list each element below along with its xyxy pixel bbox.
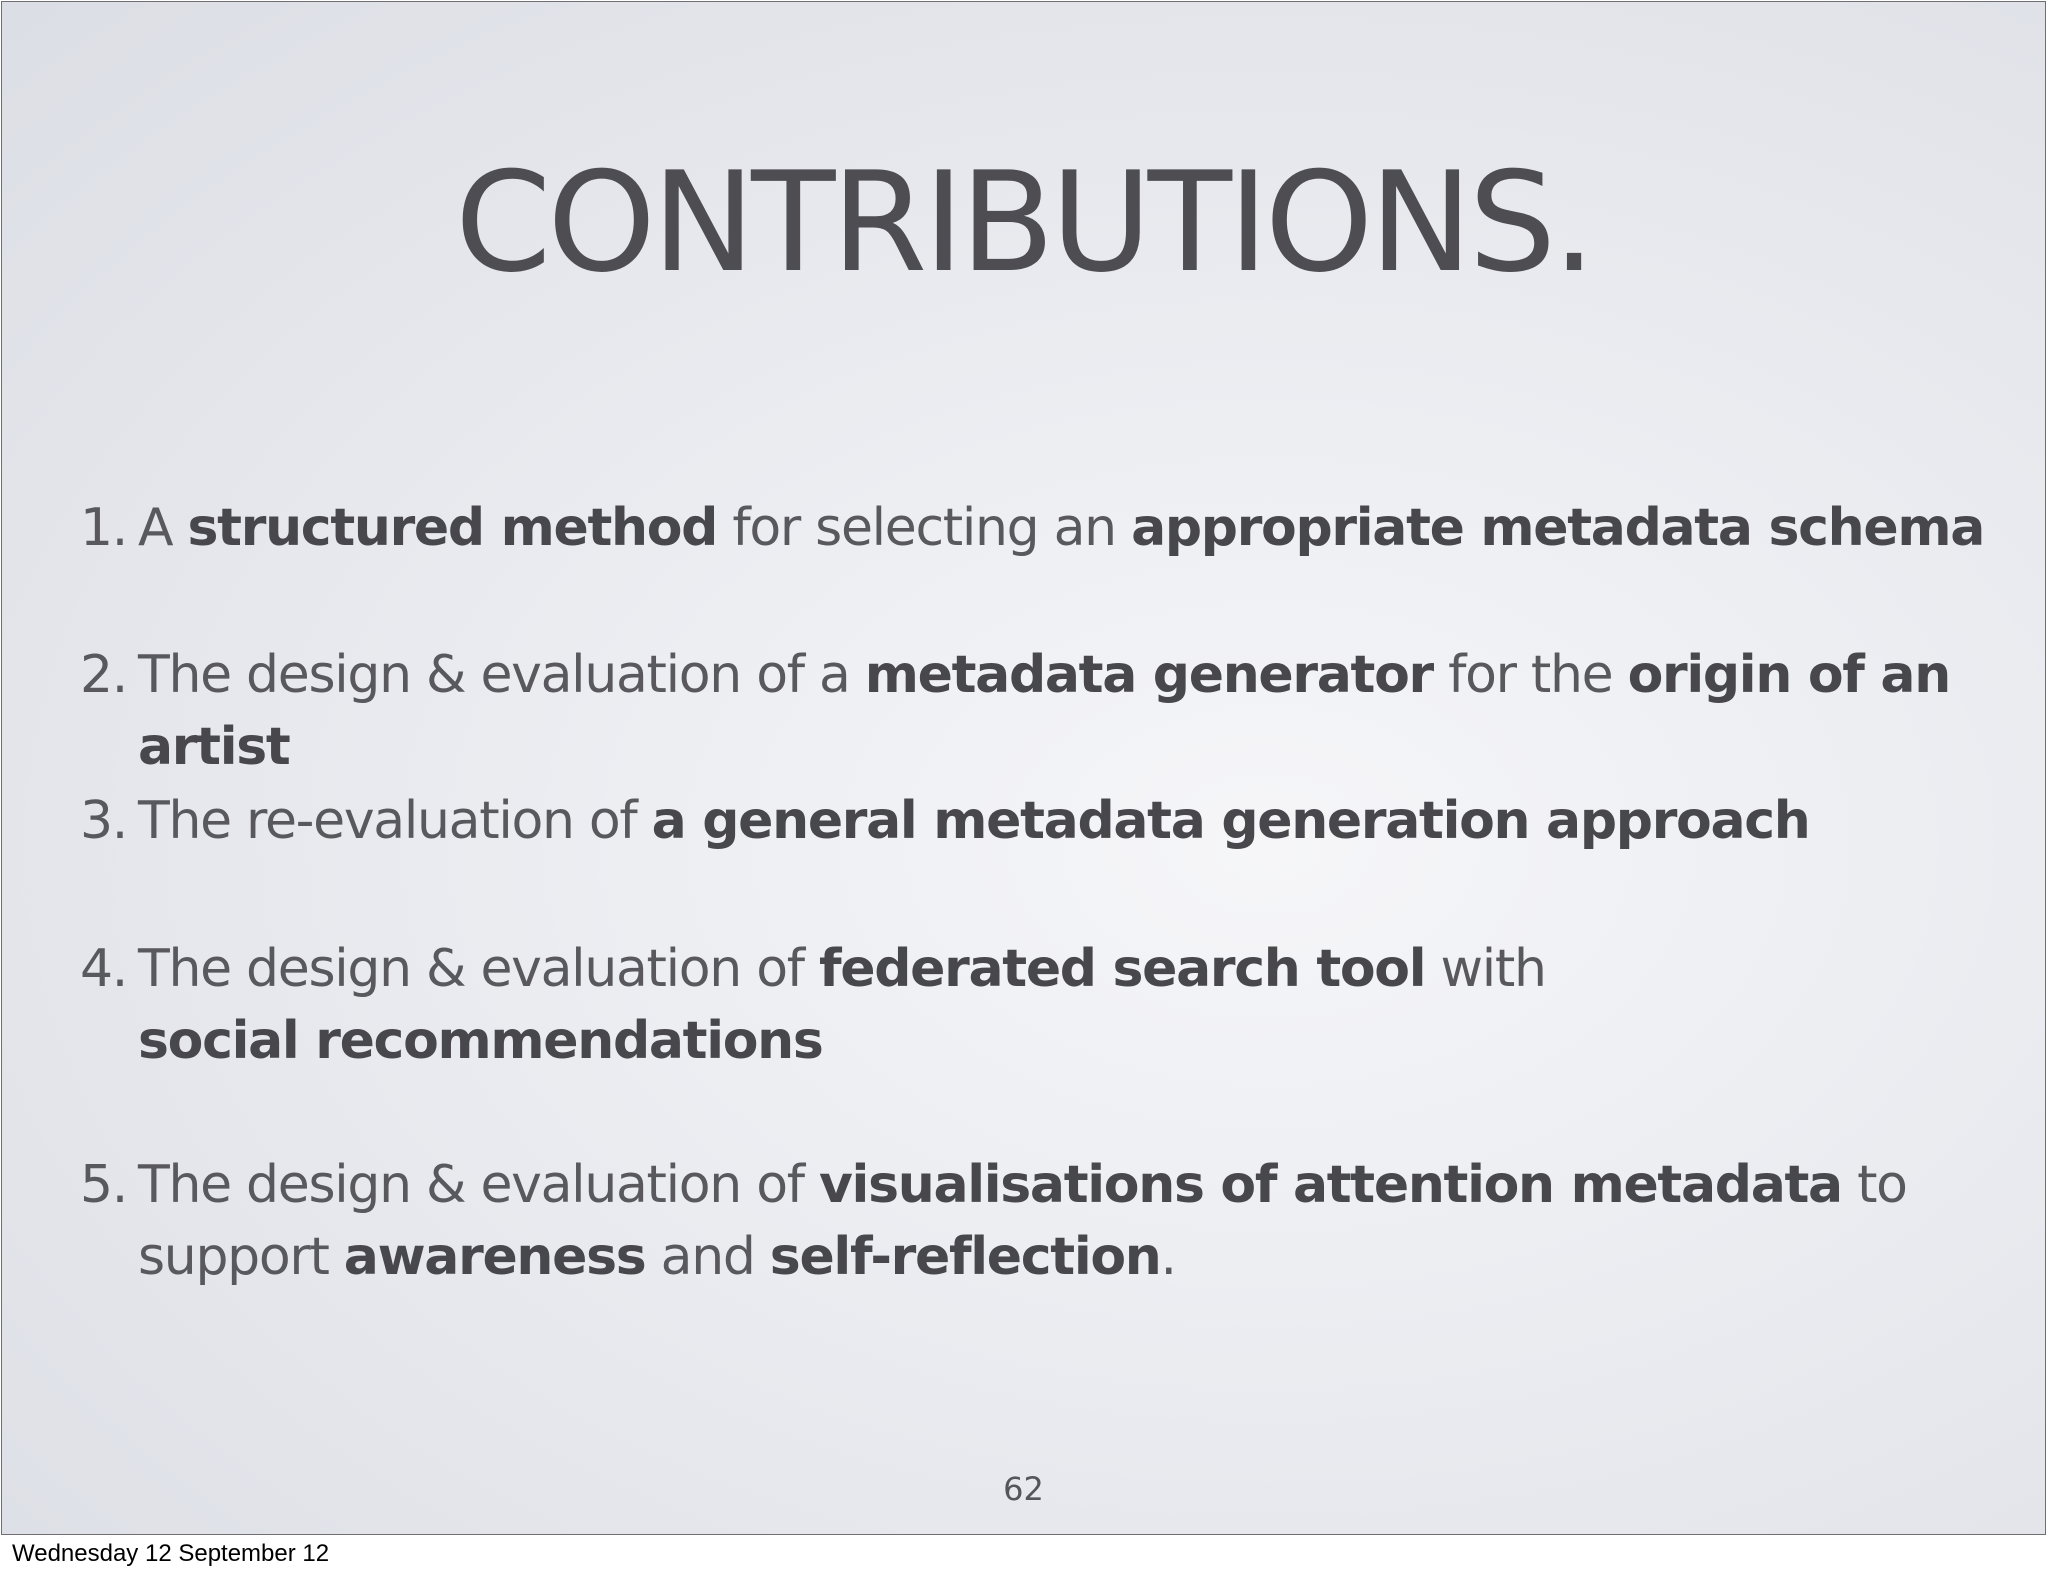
- plain-text: A: [138, 498, 188, 558]
- plain-text: .: [1160, 1227, 1176, 1287]
- plain-text: The design & evaluation of a: [138, 645, 865, 705]
- item-text: [138, 933, 1660, 1077]
- page-number: 62: [1003, 1470, 1044, 1508]
- emphasis-text: appropriate metadata schema: [1131, 498, 1984, 558]
- plain-text: The re-evaluation of: [138, 791, 652, 851]
- plain-text: for the: [1432, 645, 1628, 705]
- emphasis-text: metadata generator: [864, 645, 1433, 705]
- plain-text: to support: [138, 1155, 1907, 1287]
- plain-text: for selecting an: [717, 498, 1132, 558]
- list-item: [80, 785, 2020, 857]
- emphasis-text: self-reflection: [769, 1227, 1161, 1287]
- item-text: [138, 1149, 2020, 1293]
- emphasis-text: social recommendations: [138, 1011, 823, 1071]
- item-text: [138, 492, 2020, 564]
- item-number: 2.: [80, 645, 128, 705]
- plain-text: with: [1425, 939, 1546, 999]
- list-item: [80, 492, 2020, 564]
- emphasis-text: a general metadata generation approach: [651, 791, 1810, 851]
- list-item: [80, 933, 1660, 1077]
- plain-text: and: [645, 1227, 770, 1287]
- plain-text: The design & evaluation of: [138, 939, 819, 999]
- item-number: 5.: [80, 1155, 128, 1215]
- item-text: [138, 785, 2020, 857]
- emphasis-text: awareness: [343, 1227, 646, 1287]
- list-item: [80, 1149, 2020, 1293]
- emphasis-text: federated search tool: [818, 939, 1426, 999]
- item-number: 3.: [80, 791, 128, 851]
- item-text: [138, 639, 2020, 783]
- item-number: 1.: [80, 498, 128, 558]
- emphasis-text: structured method: [187, 498, 718, 558]
- plain-text: The design & evaluation of: [138, 1155, 819, 1215]
- list-item: [80, 639, 2020, 783]
- emphasis-text: visualisations of attention metadata: [818, 1155, 1842, 1215]
- emphasis-text: origin of an artist: [138, 645, 1950, 777]
- item-number: 4.: [80, 939, 128, 999]
- slide-title: CONTRIBUTIONS.: [454, 142, 1593, 303]
- slide: [1, 1, 2046, 1535]
- footer-date: Wednesday 12 September 12: [12, 1540, 330, 1567]
